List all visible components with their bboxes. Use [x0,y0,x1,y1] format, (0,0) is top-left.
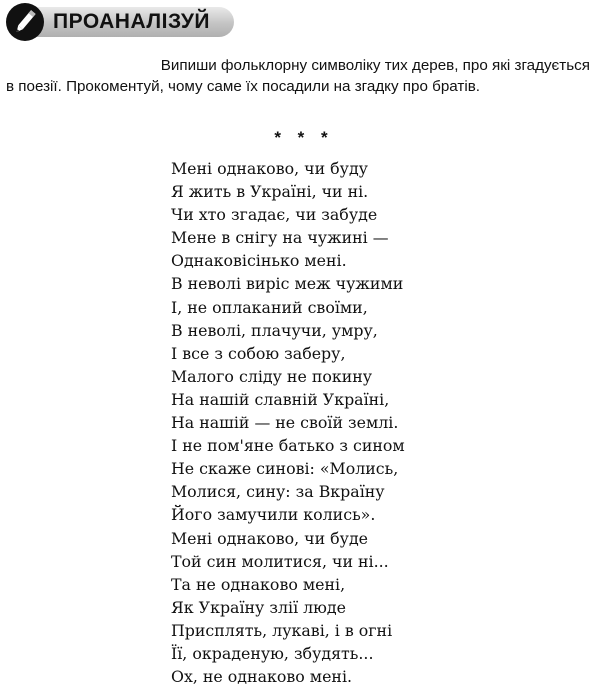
poem-line: Та не однаково мені, [171,574,346,594]
poem-line: Її, окраденую, збудять... [171,643,374,663]
task-instructions [6,55,594,97]
poem-line: Я жить в Україні, чи ні. [171,182,369,202]
poem-line: Однаковісінько мені. [171,251,347,271]
poem-line: Молися, сину: за Вкраїну [171,482,385,502]
header-badge [6,3,44,41]
section-header [6,3,236,41]
poem-line: На нашій — не своїй землі. [171,413,399,433]
pencil-icon [6,3,44,41]
poem-line: Мені однаково, чи буде [171,528,369,548]
poem-line: І не пом'яне батько з сином [171,436,405,456]
poem-line: Як Україну злії люде [171,597,347,617]
poem-line: Ох, не однаково мені. [171,667,353,687]
poem-line: В неволі, плачучи, умру, [171,320,378,340]
poem-line: Мені однаково, чи буду [171,159,368,178]
task-line: Випиши фольклорну символіку тих дерев, про які згадується [160,57,590,74]
poem-line: Його замучили колись». [171,505,376,525]
poem [171,157,405,688]
poem-title: * * * [274,128,334,147]
poem-line: Присплять, лукаві, і в огні [171,620,393,640]
task-line: в поезії. Прокоментуй, чому саме їх посадили на згадку про братів. [6,78,481,95]
poem-line: В неволі виріс меж чужими [171,274,404,294]
section-title: ПРОАНАЛІЗУЙ [53,10,210,33]
poem-line: Чи хто згадає, чи забуде [171,205,378,225]
poem-line: Малого сліду не покину [171,366,373,386]
poem-line: І все з собою заберу, [171,343,346,363]
poem-line: Не скаже синові: «Молись, [171,459,399,479]
poem-line: На нашій славній Україні, [171,389,390,409]
poem-line: Мене в снігу на чужині — [171,228,389,248]
poem-line: Той син молитися, чи ні... [171,551,389,571]
poem-line: І, не оплаканий своїми, [171,297,368,317]
